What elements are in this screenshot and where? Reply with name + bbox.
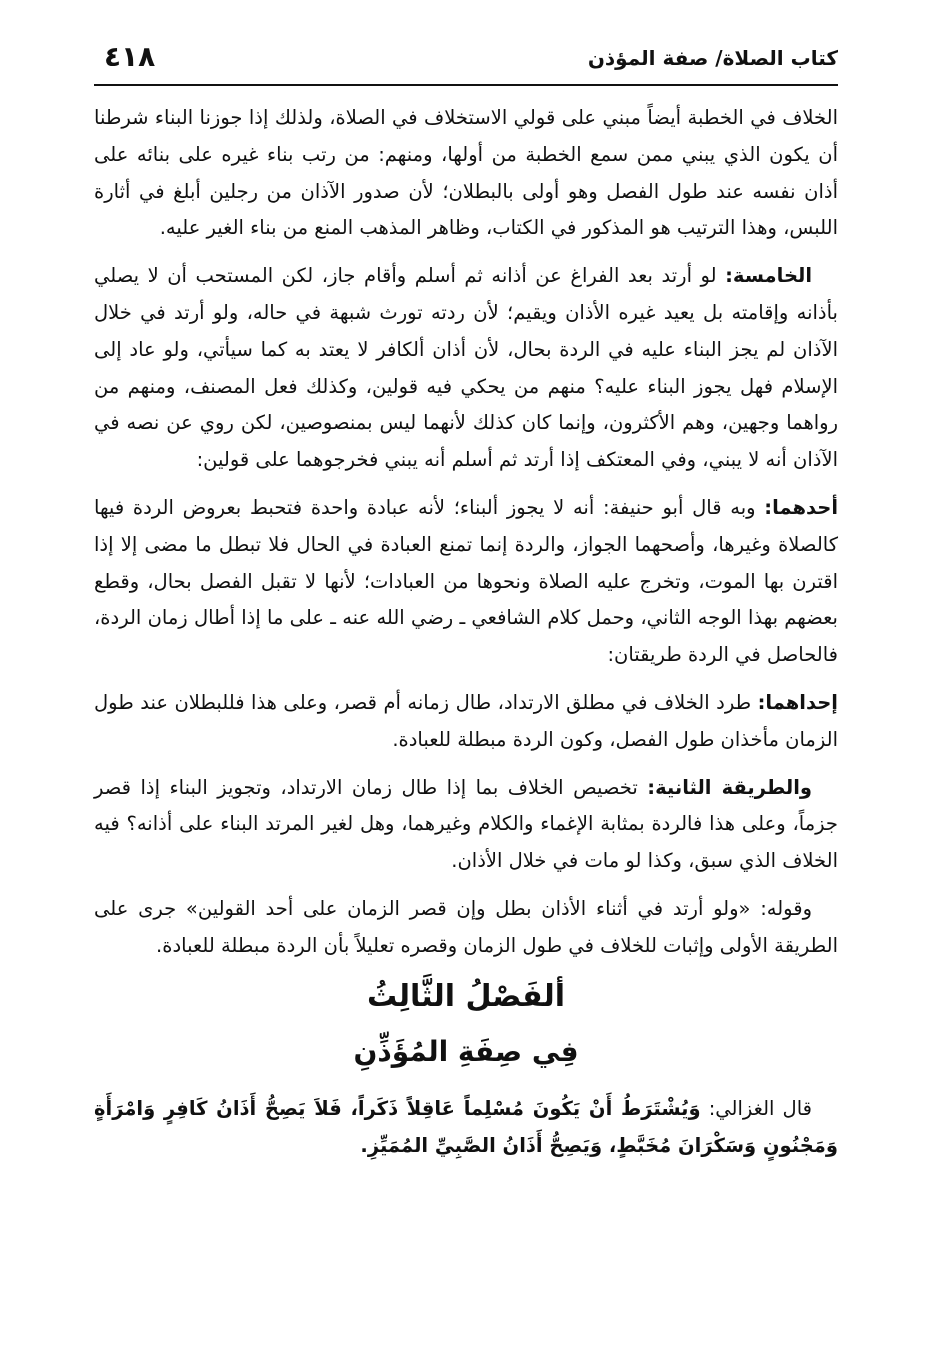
paragraph-lead: إحداهما: <box>757 690 838 714</box>
paragraph <box>94 490 838 674</box>
paragraph-text: وقوله: «ولو أرتد في أثناء الأذان بطل وإن قصر الزمان على أحد القولين» جرى على الطريقة الأولى وإثبات للخلاف في طول الزمان وقصره تعليلاً بأن الردة مبطلة للعبادة. <box>94 896 838 957</box>
paragraph-lead: الخامسة: <box>725 264 812 288</box>
paragraph <box>94 100 838 247</box>
paragraph-lead: والطريقة الثانية: <box>647 775 813 799</box>
section-heading: ألفَصْلُ الثَّالِثُ <box>366 978 565 1014</box>
paragraph-lead: أحدهما: <box>764 495 838 519</box>
quote-text: وَيُشْتَرَطُ أَنْ يَكُونَ مُسْلِماً عَاقِلاً ذَكَراً، فَلاَ يَصِحُّ أَذَانُ كَافِرٍ وَامْرَأَةٍ وَمَجْنُونٍ وَسَكْرَانَ مُخَبَّطٍ، وَيَصِحُّ أَذَانُ الصَّبِيِّ المُمَيِّزِ. <box>94 1097 838 1157</box>
paragraph-text: الخلاف في الخطبة أيضاً مبني على قولي الاستخلاف في الصلاة، ولذلك إذا جوزنا البناء شرطنا أن يكون الذي يبني ممن سمع الخطبة من أولها، ومنهم: من رتب بناء غيره على بنائه على أذان نفسه عند طول الفصل وهو أولى بالبطلان؛ لأن صدور الآذان من رجلين أبلغ في أثارة اللبس، وهذا الترتيب هو المذكور في الكتاب، وظاهر المذهب المنع من بناء الغير عليه. <box>94 106 838 240</box>
paragraph-text: تخصيص الخلاف بما إذا طال زمان الارتداد، وتجويز البناء إذا قصر جزماً، وعلى هذا فالردة بمثابة الإغماء والكلام وغيرهما، وهل لغير المرتد البناء على أذانه؟ فيه الخلاف الذي سبق، وكذا لو مات في خلال الأذان. <box>94 775 838 873</box>
paragraph <box>94 891 838 965</box>
body-text <box>94 100 838 965</box>
book-page <box>94 38 838 1338</box>
quote-block <box>94 1091 838 1165</box>
paragraph <box>94 770 838 880</box>
page-header <box>94 38 838 86</box>
quote-speaker: قال الغزالي: <box>700 1097 812 1121</box>
page-number: ٤١٨ <box>104 40 156 73</box>
section-subheading: فِي صِفَةِ المُؤَذِّنِ <box>353 1034 579 1068</box>
paragraph-text: وبه قال أبو حنيفة: أنه لا يجوز ألبناء؛ لأنه عبادة واحدة فتحبط بعروض الردة فيها كالصلاة وغيرها، وأصحهما الجواز، والردة إنما تمنع العبادة في الحال فلا تبطل ما مضى إلا إذا اقترن بها الموت، وتخرج عليه الصلاة ونحوها من العبادات؛ لأنها لا تقبل الفصل بحال، وقطع بعضهم بهذا الوجه الثاني، وحمل كلام الشافعي ـ رضي الله عنه ـ على ما إذا أطال زمان الردة، فالحاصل في الردة طريقتان: <box>94 495 838 667</box>
running-title: كتاب الصلاة/ صفة المؤذن <box>587 46 838 70</box>
paragraph <box>94 258 838 479</box>
paragraph-text: طرد الخلاف في مطلق الارتداد، طال زمانه أم قصر، وعلى هذا فللبطلان عند طول الزمان مأخذان طول الفصل، وكون الردة مبطلة للعبادة. <box>94 690 838 751</box>
paragraph <box>94 685 838 759</box>
paragraph-text: لو أرتد بعد الفراغ عن أذانه ثم أسلم وأقام جاز، لكن المستحب أن لا يصلي بأذانه وإقامته بل يعيد غيره الأذان ويقيم؛ لأن ردته تورث شبهة في حاله، ولو أرتد في خلال الآذان لم يجز البناء عليه في الردة بحال، لأن أذان ألكافر لا يعتد به كما سيأتي، ولو عاد إلى الإسلام فهل يجوز البناء عليه؟ منهم من يحكي فيه قولين، وكذلك فعل المصنف، ومنهم من رواهما وجهين، وهم الأكثرون، وإنما كان كذلك لأنهما ليس بمنصوصين، لكن روي عن نصه في الآذان أنه لا يبني، وفي المعتكف إذا أرتد ثم أسلم أنه يبني فخرجوهما على قولين: <box>94 264 838 472</box>
